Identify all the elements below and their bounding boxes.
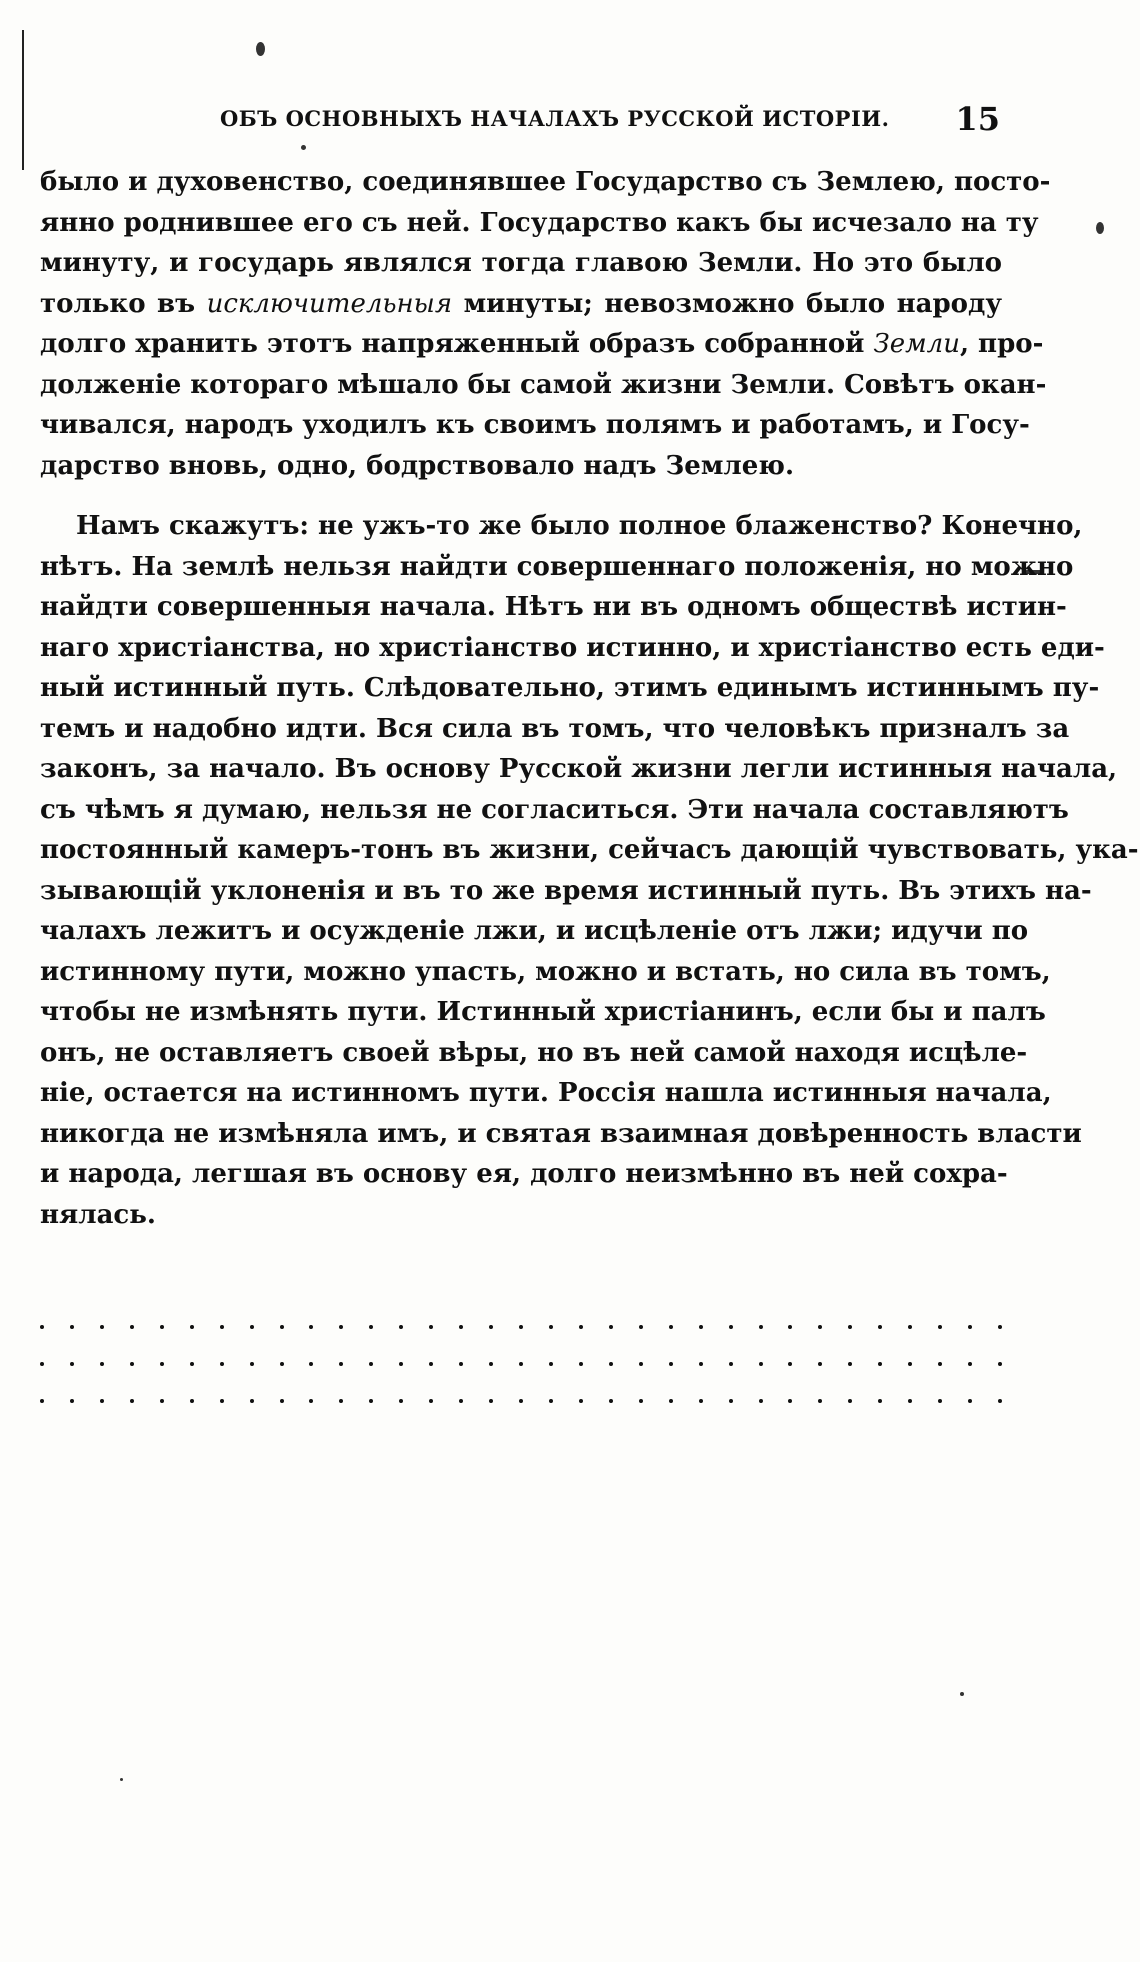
text-line <box>40 992 1046 1033</box>
text-segment: истинному пути, можно упасть, можно и встать, но сила въ томъ, <box>40 956 1051 987</box>
text-segment: нялась. <box>40 1199 156 1230</box>
ellipsis-dot <box>729 1325 733 1329</box>
ellipsis-dot <box>220 1325 224 1329</box>
ellipsis-dot <box>759 1362 763 1366</box>
ellipsis-dot <box>788 1325 792 1329</box>
text-line <box>40 952 1051 993</box>
text-line <box>40 749 1118 790</box>
ellipsis-dot <box>220 1399 224 1403</box>
ellipsis-dot <box>459 1399 463 1403</box>
ellipsis-dot <box>369 1325 373 1329</box>
text-line <box>40 911 1029 952</box>
text-segment: минуты; невозможно было народу <box>452 288 1002 319</box>
text-line <box>40 1033 1028 1074</box>
ellipsis-dot <box>938 1362 942 1366</box>
print-speck <box>301 145 306 150</box>
text-line <box>40 1154 1008 1195</box>
text-line <box>40 365 1047 406</box>
binding-edge-line <box>22 30 24 170</box>
text-segment: минуту, и государь являлся тогда главою Земли. Но это было <box>40 248 1002 278</box>
ellipsis-dot <box>369 1362 373 1366</box>
print-speck <box>256 42 265 56</box>
text-segment: наго христіанства, но христіанство истинно, и христіанство есть еди- <box>40 632 1105 663</box>
paragraph-gap <box>40 486 1002 506</box>
text-segment: чивался, народъ уходилъ къ своимъ полямъ и работамъ, и Госу- <box>40 410 1030 440</box>
ellipsis-dot <box>220 1362 224 1366</box>
text-line <box>40 243 1002 284</box>
ellipsis-dot <box>788 1362 792 1366</box>
ellipsis-dot-rows <box>40 1308 1002 1419</box>
text-segment: законъ, за начало. Въ основу Русской жизни легли истинныя начала, <box>40 754 1118 784</box>
ellipsis-dot <box>699 1399 703 1403</box>
ellipsis-dot <box>280 1399 284 1403</box>
ellipsis-dot <box>459 1362 463 1366</box>
ellipsis-dot <box>399 1362 403 1366</box>
ellipsis-dot <box>160 1399 164 1403</box>
ellipsis-dot <box>429 1325 433 1329</box>
text-segment: нѣтъ. На землѣ нельзя найдти совершеннаго положенія, но можно <box>40 551 1074 582</box>
ellipsis-dot <box>429 1362 433 1366</box>
ellipsis-dot <box>250 1399 254 1403</box>
ellipsis-dot <box>339 1399 343 1403</box>
ellipsis-row <box>40 1345 1002 1382</box>
ellipsis-dot <box>699 1362 703 1366</box>
ellipsis-dot <box>878 1325 882 1329</box>
ellipsis-dot <box>968 1362 972 1366</box>
ellipsis-dot <box>908 1399 912 1403</box>
ellipsis-dot <box>70 1325 74 1329</box>
ellipsis-dot <box>369 1399 373 1403</box>
ellipsis-dot <box>489 1362 493 1366</box>
ellipsis-dot <box>399 1399 403 1403</box>
ellipsis-dot <box>70 1399 74 1403</box>
ellipsis-dot <box>429 1399 433 1403</box>
ellipsis-dot <box>309 1362 313 1366</box>
running-head <box>40 100 1000 140</box>
ellipsis-dot <box>40 1325 44 1329</box>
text-segment: только въ <box>40 288 207 319</box>
ellipsis-dot <box>190 1362 194 1366</box>
ellipsis-dot <box>938 1325 942 1329</box>
ellipsis-dot <box>639 1399 643 1403</box>
paragraph <box>40 162 1051 486</box>
ellipsis-dot <box>459 1325 463 1329</box>
ellipsis-row <box>40 1308 1002 1345</box>
ellipsis-dot <box>549 1325 553 1329</box>
ellipsis-dot <box>100 1399 104 1403</box>
text-line <box>40 162 1051 203</box>
ellipsis-dot <box>818 1362 822 1366</box>
ellipsis-dot <box>339 1362 343 1366</box>
text-line <box>40 284 1002 325</box>
ellipsis-dot <box>968 1399 972 1403</box>
ellipsis-dot <box>130 1399 134 1403</box>
text-segment: чтобы не измѣнять пути. Истинный христіанинъ, если бы и палъ <box>40 997 1046 1027</box>
ellipsis-dot <box>609 1325 613 1329</box>
ellipsis-dot <box>100 1362 104 1366</box>
paragraph <box>40 506 1139 1235</box>
ellipsis-dot <box>669 1399 673 1403</box>
text-segment: дарство вновь, одно, бодрствовало надъ Землею. <box>40 450 794 481</box>
ellipsis-dot <box>339 1325 343 1329</box>
text-segment: , про- <box>959 329 1044 359</box>
ellipsis-dot <box>818 1399 822 1403</box>
ellipsis-dot <box>669 1325 673 1329</box>
text-segment: ный истинный путь. Слѣдовательно, этимъ единымъ истиннымъ пу- <box>40 673 1100 703</box>
ellipsis-dot <box>848 1325 852 1329</box>
text-line <box>40 1195 1002 1236</box>
ellipsis-dot <box>968 1325 972 1329</box>
ellipsis-dot <box>639 1325 643 1329</box>
ellipsis-dot <box>489 1399 493 1403</box>
ellipsis-dot <box>280 1362 284 1366</box>
ellipsis-dot <box>519 1325 523 1329</box>
ellipsis-dot <box>250 1362 254 1366</box>
text-segment: зывающій уклоненія и въ то же время истинный путь. Въ этихъ на- <box>40 875 1092 906</box>
ellipsis-dot <box>100 1325 104 1329</box>
print-speck <box>120 1778 123 1781</box>
text-line <box>40 506 1083 547</box>
text-segment: найдти совершенныя начала. Нѣтъ ни въ одномъ обществѣ истин- <box>40 592 1067 622</box>
ellipsis-dot <box>190 1325 194 1329</box>
ellipsis-dot <box>878 1399 882 1403</box>
ellipsis-dot <box>309 1325 313 1329</box>
text-line <box>40 790 1069 831</box>
text-line <box>40 324 1044 365</box>
ellipsis-dot <box>998 1325 1002 1329</box>
ellipsis-dot <box>759 1399 763 1403</box>
ellipsis-dot <box>669 1362 673 1366</box>
ellipsis-dot <box>130 1362 134 1366</box>
ellipsis-dot <box>848 1362 852 1366</box>
ellipsis-dot <box>519 1362 523 1366</box>
ellipsis-dot <box>519 1399 523 1403</box>
ellipsis-dot <box>878 1362 882 1366</box>
text-segment: темъ и надобно идти. Вся сила въ томъ, что человѣкъ призналъ за <box>40 713 1070 744</box>
running-head-title: ОБЪ ОСНОВНЫХЪ НАЧАЛАХЪ РУССКОЙ ИСТОРІИ. <box>220 106 890 131</box>
text-line <box>40 1114 1082 1155</box>
page-number: 15 <box>955 100 1000 138</box>
ellipsis-dot <box>609 1362 613 1366</box>
text-line <box>40 587 1067 628</box>
ellipsis-dot <box>130 1325 134 1329</box>
ellipsis-dot <box>908 1325 912 1329</box>
ellipsis-dot <box>639 1362 643 1366</box>
text-line <box>40 668 1100 709</box>
text-segment: постоянный камеръ-тонъ въ жизни, сейчасъ дающій чувствовать, ука- <box>40 835 1139 865</box>
text-line <box>40 547 1074 588</box>
text-segment: съ чѣмъ я думаю, нельзя не согласиться. Эти начала составляютъ <box>40 794 1069 825</box>
ellipsis-dot <box>250 1325 254 1329</box>
ellipsis-dot <box>818 1325 822 1329</box>
ellipsis-dot <box>998 1362 1002 1366</box>
text-segment: янно роднившее его съ ней. Государство какъ бы исчезало на ту <box>40 207 1039 238</box>
text-line <box>40 446 1002 487</box>
ellipsis-dot <box>40 1362 44 1366</box>
ellipsis-dot <box>759 1325 763 1329</box>
text-line <box>40 628 1105 669</box>
text-segment: и народа, легшая въ основу ея, долго неизмѣнно въ ней сохра- <box>40 1159 1008 1189</box>
ellipsis-row <box>40 1382 1002 1419</box>
ellipsis-dot <box>579 1362 583 1366</box>
ellipsis-dot <box>549 1399 553 1403</box>
ellipsis-dot <box>609 1399 613 1403</box>
text-segment: никогда не измѣняла имъ, и святая взаимная довѣренность власти <box>40 1118 1082 1149</box>
ellipsis-dot <box>40 1399 44 1403</box>
text-segment: долженіе котораго мѣшало бы самой жизни Земли. Совѣтъ окан- <box>40 369 1047 400</box>
ellipsis-dot <box>160 1362 164 1366</box>
ellipsis-dot <box>579 1325 583 1329</box>
ellipsis-dot <box>998 1399 1002 1403</box>
ellipsis-dot <box>848 1399 852 1403</box>
text-line <box>40 871 1092 912</box>
text-line <box>40 709 1070 750</box>
ellipsis-dot <box>280 1325 284 1329</box>
ellipsis-dot <box>788 1399 792 1403</box>
text-segment: Намъ скажутъ: не ужъ-то же было полное блаженство? Конечно, <box>76 511 1083 541</box>
ellipsis-dot <box>579 1399 583 1403</box>
text-segment: ніе, остается на истинномъ пути. Россія нашла истинныя начала, <box>40 1078 1052 1108</box>
text-segment: онъ, не оставляетъ своей вѣры, но въ ней самой находя исцѣле- <box>40 1037 1028 1068</box>
ellipsis-dot <box>309 1399 313 1403</box>
text-line <box>40 203 1039 244</box>
emphasized-text: Земли <box>873 329 960 359</box>
ellipsis-dot <box>938 1399 942 1403</box>
emphasized-text: исключительныя <box>206 288 453 319</box>
ellipsis-dot <box>190 1399 194 1403</box>
ellipsis-dot <box>489 1325 493 1329</box>
text-segment: было и духовенство, соединявшее Государство съ Землею, посто- <box>40 167 1051 197</box>
ellipsis-dot <box>699 1325 703 1329</box>
ellipsis-dot <box>70 1362 74 1366</box>
body-text <box>40 162 1139 1235</box>
ellipsis-dot <box>549 1362 553 1366</box>
ellipsis-dot <box>160 1325 164 1329</box>
print-speck <box>960 1692 964 1696</box>
text-line <box>40 405 1030 446</box>
text-segment: чалахъ лежитъ и осужденіе лжи, и исцѣленіе отъ лжи; идучи по <box>40 916 1029 946</box>
ellipsis-dot <box>729 1399 733 1403</box>
ellipsis-dot <box>399 1325 403 1329</box>
print-speck <box>1096 222 1104 234</box>
text-line <box>40 830 1139 871</box>
ellipsis-dot <box>908 1362 912 1366</box>
text-segment: долго хранить этотъ напряженный образъ собранной <box>40 329 874 359</box>
ellipsis-dot <box>729 1362 733 1366</box>
text-line <box>40 1073 1052 1114</box>
